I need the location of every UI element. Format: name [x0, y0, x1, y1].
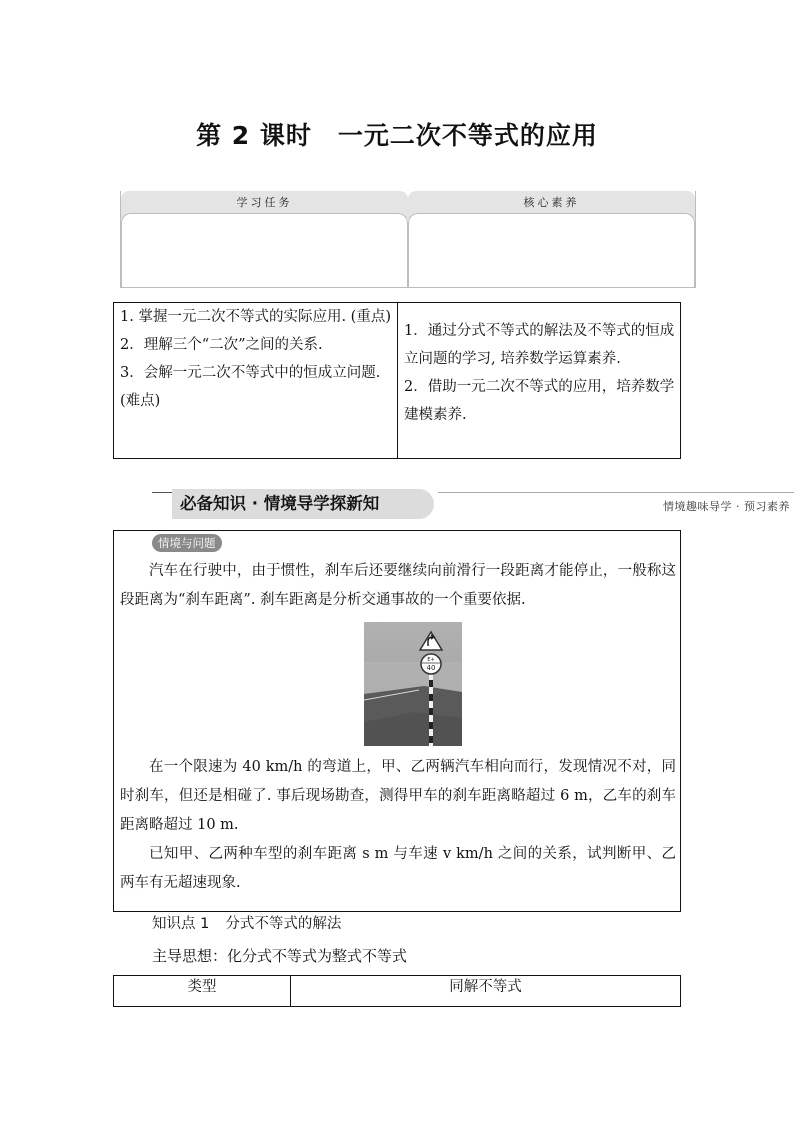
lesson-topic: 一元二次不等式的应用: [337, 121, 598, 150]
col-equivalent-inequality: 同解不等式: [449, 979, 522, 995]
task-item: 2．理解三个“二次”之间的关系.: [120, 337, 323, 353]
speed-limit-text: 40: [426, 664, 436, 672]
road-sign-photo: [364, 622, 462, 746]
objectives-header: [120, 191, 696, 288]
page-title: [0, 116, 794, 152]
literacy-item: 2．借助一元二次不等式的应用，培养数学建模素养.: [404, 379, 675, 423]
task-item: 3．会解一元二次不等式中的恒成立问题. (难点): [120, 365, 381, 409]
scenario-intro: 汽车在行驶中，由于惯性，刹车后还要继续向前滑行一段距离才能停止，一般称这段距离为“刹车距离”. 刹车距离是分析交通事故的一个重要依据.: [120, 563, 676, 608]
task-item: 1. 掌握一元二次不等式的实际应用. (重点): [120, 309, 391, 325]
type-table-header: [113, 975, 681, 1007]
tab-core-literacy: 核心素养: [408, 191, 695, 219]
lesson-number: 第 2 课时: [196, 121, 312, 150]
section-rule-right: [438, 492, 794, 493]
objectives-table: [113, 302, 681, 459]
section-banner: 必备知识 · 情境导学探新知: [172, 489, 434, 519]
svg-text:E+: E+: [427, 657, 435, 663]
scenario-box: [113, 530, 681, 912]
scenario-tag: 情境与问题: [152, 534, 222, 552]
core-literacy-list: [404, 317, 676, 429]
scenario-problem: 在一个限速为 40 km/h 的弯道上，甲、乙两辆汽车相向而行，发现情况不对，同时刹车，但还是相碰了. 事后现场勘查，测得甲车的刹车距离略超过 6 m，乙车的刹车距离略超过 10 m. 已知甲、乙两种车型的刹车距离 s m 与车速 v km/h 之间的关系，试判断甲、乙两车有无超速现象.: [120, 759, 676, 891]
section-subtitle: 情境趣味导学 · 预习素养: [663, 500, 790, 513]
tab-learning-tasks: 学习任务: [121, 191, 408, 219]
learning-tasks-list: [120, 303, 392, 415]
header-panel-left: [121, 213, 408, 287]
knowledge-point-heading: 知识点 1 分式不等式的解法: [152, 916, 342, 932]
header-panel-right: [408, 213, 695, 287]
col-type: 类型: [187, 979, 217, 995]
literacy-item: 1．通过分式不等式的解法及不等式的恒成立问题的学习, 培养数学运算素养.: [404, 323, 675, 367]
main-idea: 主导思想：化分式不等式为整式不等式: [152, 947, 408, 965]
